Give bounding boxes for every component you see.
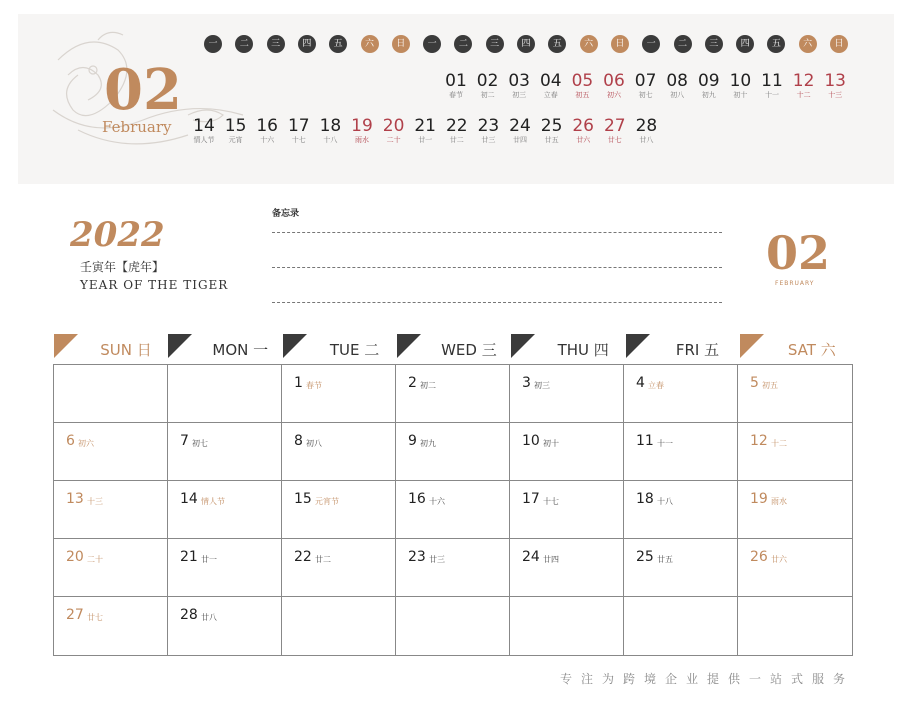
strip-day-lunar: 初七 — [638, 91, 653, 99]
strip-day — [441, 72, 471, 100]
weekday-header — [168, 334, 282, 360]
calendar-day-cell[interactable] — [396, 539, 510, 597]
header-corner-triangle — [511, 334, 535, 358]
lunar-label: 廿七 — [87, 613, 103, 622]
lunar-label: 初二 — [420, 381, 436, 390]
day-number: 16 — [408, 491, 426, 507]
calendar-day-cell[interactable] — [624, 423, 738, 481]
strip-day — [600, 117, 630, 145]
weekday-dot: 二 — [674, 35, 692, 53]
day-number: 3 — [522, 375, 531, 391]
day-number: 2 — [408, 375, 417, 391]
calendar-day-cell[interactable] — [510, 423, 624, 481]
weekday-dot: 二 — [454, 35, 472, 53]
strip-day — [725, 72, 755, 100]
lunar-label: 二十 — [87, 555, 103, 564]
lunar-label: 廿三 — [429, 555, 445, 564]
calendar-day-cell[interactable] — [54, 423, 168, 481]
day-number: 7 — [180, 433, 189, 449]
strip-day-number: 15 — [224, 116, 247, 136]
calendar-day-cell[interactable] — [54, 481, 168, 539]
year-logo-text: 2022 — [70, 216, 165, 255]
memo-line[interactable] — [272, 232, 722, 233]
strip-day-lunar: 情人节 — [193, 136, 215, 144]
strip-day-number: 05 — [571, 71, 594, 91]
weekday-label: MON 一 — [212, 341, 269, 359]
strip-day-lunar: 十七 — [291, 136, 306, 144]
strip-day-lunar: 春节 — [449, 91, 463, 99]
strip-day — [473, 72, 503, 100]
strip-day-number: 02 — [476, 71, 499, 91]
strip-day-number: 21 — [414, 116, 436, 136]
weekday-dot: 六 — [799, 35, 817, 53]
strip-day-lunar: 初二 — [480, 91, 495, 99]
strip-day-number: 07 — [634, 71, 657, 91]
day-number: 13 — [66, 491, 84, 507]
header-corner-triangle — [740, 334, 764, 358]
strip-day-lunar: 十三 — [828, 91, 843, 99]
weekday-dot: 五 — [548, 35, 566, 53]
calendar-day-cell[interactable] — [738, 365, 852, 423]
header-corner-triangle — [54, 334, 78, 358]
strip-day — [315, 117, 345, 145]
calendar-day-cell[interactable] — [282, 365, 396, 423]
weekday-dot: 三 — [705, 35, 723, 53]
weekday-dot: 四 — [298, 35, 316, 53]
calendar-empty-cell — [510, 597, 624, 655]
day-number: 18 — [636, 491, 654, 507]
strip-day-number: 22 — [445, 116, 468, 136]
strip-day-lunar: 立春 — [543, 91, 558, 99]
weekday-dot: 四 — [736, 35, 754, 53]
weekday-header — [626, 334, 740, 360]
calendar-day-cell[interactable] — [54, 539, 168, 597]
day-number: 1 — [294, 375, 303, 391]
calendar-day-cell[interactable] — [738, 539, 852, 597]
header-corner-triangle — [397, 334, 421, 358]
lunar-label: 立春 — [648, 381, 664, 390]
lunar-label: 情人节 — [201, 497, 225, 506]
header-corner-triangle — [626, 334, 650, 358]
strip-day-number: 27 — [603, 116, 626, 136]
lunar-label: 初五 — [762, 381, 778, 390]
day-number: 9 — [408, 433, 417, 449]
day-number: 5 — [750, 375, 759, 391]
day-number: 26 — [750, 549, 768, 565]
lunar-label: 初七 — [192, 439, 208, 448]
lunar-label: 十二 — [771, 439, 787, 448]
strip-day-lunar: 初九 — [701, 91, 716, 99]
strip-day-lunar: 十二 — [796, 91, 811, 99]
calendar-day-cell[interactable] — [168, 423, 282, 481]
lunar-label: 初六 — [78, 439, 94, 448]
weekday-dot: 五 — [767, 35, 785, 53]
weekday-dot: 五 — [329, 35, 347, 53]
strip-day-number: 11 — [761, 71, 783, 91]
strip-day — [631, 117, 661, 145]
strip-day-lunar: 十一 — [765, 91, 779, 99]
strip-day — [410, 117, 440, 145]
weekday-label: SAT 六 — [787, 341, 836, 359]
strip-day — [379, 117, 409, 145]
day-number: 8 — [294, 433, 303, 449]
strip-day-number: 24 — [509, 116, 531, 136]
strip-day — [694, 72, 724, 100]
calendar-day-cell[interactable] — [396, 481, 510, 539]
calendar-day-cell[interactable] — [738, 423, 852, 481]
day-number: 21 — [180, 549, 198, 565]
lunar-label: 廿二 — [315, 555, 331, 564]
lunar-label: 十三 — [87, 497, 103, 506]
day-number: 27 — [66, 607, 84, 623]
strip-day-number: 26 — [572, 116, 594, 136]
calendar-grid — [53, 364, 853, 656]
day-number: 17 — [522, 491, 540, 507]
year-2022-logo — [70, 216, 170, 256]
day-number: 10 — [522, 433, 540, 449]
strip-day — [221, 117, 251, 145]
strip-day-lunar: 十八 — [323, 136, 338, 144]
weekday-header — [397, 334, 511, 360]
lunar-label: 廿五 — [657, 555, 673, 564]
calendar-empty-cell — [624, 597, 738, 655]
weekday-header — [54, 334, 168, 360]
header-corner-triangle — [168, 334, 192, 358]
day-number: 25 — [636, 549, 654, 565]
month-banner — [18, 14, 894, 184]
weekday-dot: 二 — [235, 35, 253, 53]
strip-day-number: 08 — [666, 71, 688, 91]
calendar-day-cell[interactable] — [168, 539, 282, 597]
calendar-day-cell[interactable] — [510, 539, 624, 597]
lunar-label: 雨水 — [771, 497, 787, 506]
weekday-dot: 一 — [204, 35, 222, 53]
lunar-label: 初九 — [420, 439, 436, 448]
weekday-dot: 四 — [517, 35, 535, 53]
strip-day-number: 18 — [319, 116, 342, 136]
strip-day — [347, 117, 377, 145]
calendar-day-cell[interactable] — [282, 481, 396, 539]
strip-day — [473, 117, 503, 145]
weekday-header — [740, 334, 854, 360]
lunar-label: 十一 — [657, 439, 673, 448]
side-month-number: 02 — [766, 226, 831, 280]
lunar-label: 廿一 — [201, 555, 217, 564]
calendar-day-cell[interactable] — [396, 365, 510, 423]
strip-day — [536, 72, 566, 100]
calendar-day-cell[interactable] — [510, 481, 624, 539]
day-number: 24 — [522, 549, 540, 565]
day-number: 14 — [180, 491, 198, 507]
strip-day-lunar: 初三 — [512, 91, 527, 99]
day-number: 11 — [636, 433, 654, 449]
lunar-label: 廿六 — [771, 555, 787, 564]
strip-day — [789, 72, 819, 100]
lunar-label: 十八 — [657, 497, 673, 506]
strip-day-number: 17 — [287, 116, 310, 136]
lunar-label: 初三 — [534, 381, 550, 390]
banner-month-number: 02 — [104, 57, 182, 123]
strip-day-number: 01 — [445, 71, 467, 91]
day-number: 4 — [636, 375, 645, 391]
weekday-label: THU 四 — [557, 341, 609, 359]
calendar-day-cell[interactable] — [396, 423, 510, 481]
strip-day-number: 19 — [351, 116, 373, 136]
strip-day-lunar: 初五 — [575, 91, 590, 99]
strip-day-lunar: 元宵 — [228, 136, 243, 144]
weekday-header — [283, 334, 397, 360]
calendar-empty-cell — [168, 365, 282, 423]
strip-day-lunar: 二十 — [386, 136, 401, 144]
calendar-day-cell[interactable] — [624, 539, 738, 597]
strip-day-lunar: 廿二 — [449, 136, 464, 144]
strip-day — [442, 117, 472, 145]
strip-day-number: 28 — [635, 116, 658, 136]
weekday-label: SUN 日 — [100, 341, 152, 359]
strip-day-number: 16 — [256, 116, 278, 136]
calendar-empty-cell — [396, 597, 510, 655]
strip-day-lunar: 初八 — [670, 91, 685, 99]
year-english: YEAR OF THE TIGER — [80, 278, 229, 292]
lunar-label: 初八 — [306, 439, 322, 448]
lunar-label: 廿四 — [543, 555, 559, 564]
weekday-label: FRI 五 — [675, 341, 720, 359]
day-number: 28 — [180, 607, 198, 623]
strip-day-number: 12 — [792, 71, 815, 91]
calendar-day-cell[interactable] — [54, 597, 168, 655]
strip-day — [504, 72, 534, 100]
strip-day-number: 04 — [539, 71, 562, 91]
strip-day-lunar: 廿六 — [576, 136, 591, 144]
weekday-dot: 日 — [830, 35, 848, 53]
weekday-dot: 一 — [423, 35, 441, 53]
strip-day-number: 14 — [193, 116, 215, 136]
ganzhi-year: 壬寅年【虎年】 — [80, 260, 165, 274]
strip-day-lunar: 廿三 — [481, 136, 496, 144]
strip-day-lunar: 廿七 — [607, 136, 622, 144]
day-number: 12 — [750, 433, 768, 449]
weekday-dot: 六 — [580, 35, 598, 53]
calendar-day-cell[interactable] — [738, 481, 852, 539]
strip-day-lunar: 廿一 — [418, 136, 433, 144]
strip-day — [820, 72, 850, 100]
lunar-label: 初十 — [543, 439, 559, 448]
strip-day — [537, 117, 567, 145]
weekday-dot: 日 — [611, 35, 629, 53]
lunar-label: 十六 — [429, 497, 445, 506]
strip-day — [505, 117, 535, 145]
strip-day — [252, 117, 282, 145]
strip-day — [284, 117, 314, 145]
calendar-day-cell[interactable] — [282, 423, 396, 481]
weekday-dot: 三 — [486, 35, 504, 53]
lunar-label: 十七 — [543, 497, 559, 506]
calendar-day-cell[interactable] — [624, 365, 738, 423]
calendar-empty-cell — [282, 597, 396, 655]
calendar-empty-cell — [738, 597, 852, 655]
strip-day-number: 06 — [603, 71, 625, 91]
day-number: 22 — [294, 549, 312, 565]
footer-slogan: 专注为跨境企业提供一站式服务 — [559, 672, 854, 686]
lunar-label: 廿八 — [201, 613, 217, 622]
calendar-day-cell[interactable] — [624, 481, 738, 539]
strip-day-lunar: 初十 — [733, 91, 748, 99]
strip-day-lunar: 雨水 — [355, 136, 369, 144]
weekday-label: TUE 二 — [329, 341, 380, 359]
strip-day-number: 23 — [477, 116, 500, 136]
strip-day — [567, 72, 597, 100]
strip-day — [757, 72, 787, 100]
calendar-day-cell[interactable] — [510, 365, 624, 423]
day-number: 6 — [66, 433, 75, 449]
calendar-day-cell[interactable] — [168, 481, 282, 539]
weekday-dot: 六 — [361, 35, 379, 53]
strip-day-lunar: 初六 — [607, 91, 621, 99]
side-month-name: FEBRUARY — [775, 280, 815, 287]
strip-day-number: 20 — [382, 116, 405, 136]
lunar-label: 春节 — [306, 381, 322, 390]
memo-line[interactable] — [272, 302, 722, 303]
calendar-day-cell[interactable] — [282, 539, 396, 597]
strip-day — [662, 72, 692, 100]
day-number: 19 — [750, 491, 768, 507]
day-number: 23 — [408, 549, 426, 565]
strip-day-number: 09 — [697, 71, 720, 91]
strip-day — [568, 117, 598, 145]
day-number: 20 — [66, 549, 84, 565]
strip-day — [189, 117, 219, 145]
strip-day-lunar: 廿五 — [544, 136, 559, 144]
banner-month-name: February — [102, 118, 172, 136]
weekday-header — [511, 334, 625, 360]
strip-day — [631, 72, 661, 100]
weekday-dot: 三 — [267, 35, 285, 53]
strip-day-lunar: 廿四 — [513, 136, 527, 144]
weekday-dot: 一 — [642, 35, 660, 53]
memo-label: 备忘录 — [272, 209, 300, 219]
calendar-day-cell[interactable] — [168, 597, 282, 655]
strip-day-number: 03 — [508, 71, 530, 91]
strip-day-number: 10 — [729, 71, 752, 91]
strip-day-lunar: 廿八 — [639, 136, 654, 144]
lunar-label: 元宵节 — [315, 497, 339, 506]
strip-day-number: 13 — [824, 71, 846, 91]
memo-line[interactable] — [272, 267, 722, 268]
strip-day-number: 25 — [540, 116, 563, 136]
strip-day-lunar: 十六 — [260, 136, 275, 144]
header-corner-triangle — [283, 334, 307, 358]
weekday-label: WED 三 — [441, 341, 497, 359]
calendar-empty-cell — [54, 365, 168, 423]
strip-day — [599, 72, 629, 100]
weekday-dot: 日 — [392, 35, 410, 53]
day-number: 15 — [294, 491, 312, 507]
